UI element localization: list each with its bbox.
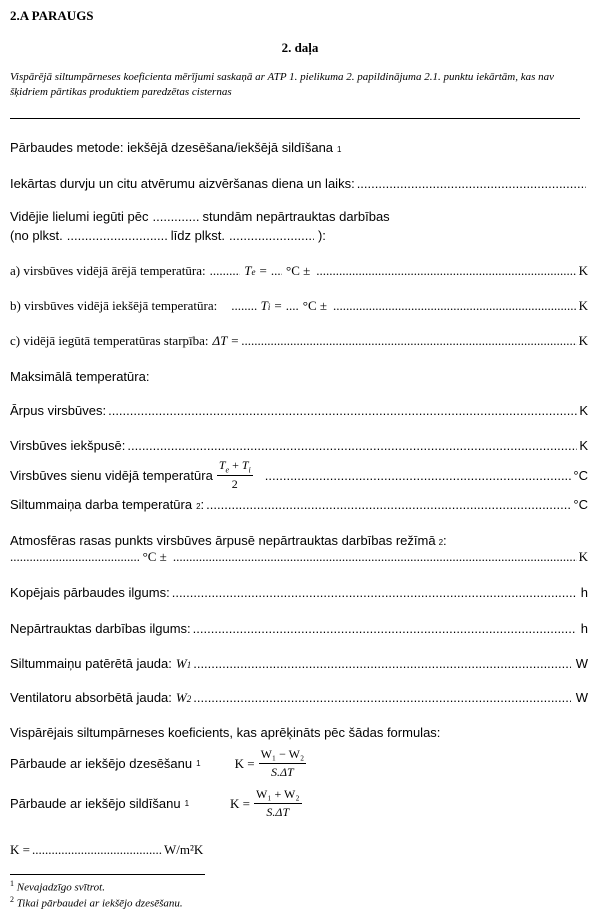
ti-celsius-pm: °C ± — [302, 298, 328, 313]
outside-max-field[interactable] — [108, 403, 577, 418]
te-tolerance-field[interactable] — [316, 263, 576, 279]
heat-power-field[interactable] — [193, 656, 571, 671]
exchanger-temp-line — [10, 497, 588, 512]
fan-power-line — [10, 690, 588, 706]
heating-footnote-ref: 1 — [184, 799, 190, 808]
heat-power-unit: W — [575, 656, 588, 671]
dewpoint-colon: : — [443, 533, 447, 548]
dewpoint-line — [10, 533, 588, 548]
method-label: Pārbaudes metode: iekšējā dzesēšana/iekšējā sildīšana — [10, 140, 334, 155]
dewpoint-label: Atmosfēras rasas punkts virsbūves ārpusē nepārtrauktas darbības režīmā — [10, 533, 436, 548]
footnote-2-text: Tikai pārbaudei ar iekšējo dzesēšanu. — [16, 897, 183, 910]
temp-diff-field[interactable] — [241, 333, 576, 349]
outside-max-unit: K — [579, 403, 588, 418]
exchanger-footnote-ref: 2 — [196, 502, 201, 511]
result-label: K = — [10, 842, 30, 857]
continuous-duration-unit: h — [580, 621, 588, 636]
total-duration-label: Kopējais pārbaudes ilgums: — [10, 585, 170, 600]
cooling-formula — [259, 747, 307, 780]
dewpoint-values-line — [10, 549, 588, 565]
wall-temp-label: Virsbūves sienu vidējā temperatūra — [10, 467, 213, 483]
from-time-field[interactable] — [67, 228, 167, 243]
heating-denominator: S.ΔT — [266, 805, 290, 819]
inside-max-field[interactable] — [127, 438, 577, 453]
wall-temp-unit: °C — [573, 467, 588, 483]
total-duration-field[interactable] — [172, 585, 576, 600]
w1-symbol: W — [175, 656, 187, 671]
dewpoint-celsius-pm: °C ± — [142, 549, 167, 564]
to-time-field[interactable] — [229, 228, 314, 243]
cooling-formula-line — [10, 747, 588, 780]
coefficient-intro: Vispārējais siltumpārneses koeficients, kas aprēķināts pēc šādas formulas: — [10, 725, 441, 740]
heating-formula — [254, 787, 302, 820]
cooling-footnote-ref: 1 — [196, 759, 201, 768]
continuous-duration-line — [10, 621, 588, 636]
delta-t-symbol: ΔT = — [212, 333, 240, 348]
ti-value-field[interactable] — [286, 298, 299, 314]
inside-max-line — [10, 438, 588, 453]
continuous-duration-field[interactable] — [193, 621, 576, 636]
cooling-label: Pārbaude ar iekšējo dzesēšanu — [10, 756, 193, 771]
result-unit: W/m²K — [163, 842, 204, 857]
inner-temp-label: b) virsbūves vidējā iekšējā temperatūra: — [10, 298, 218, 313]
exchanger-temp-unit: °C — [573, 497, 588, 512]
continuous-duration-label: Nepārtrauktas darbības ilgums: — [10, 621, 191, 636]
footnote-2 — [10, 895, 183, 910]
wall-temp-line — [10, 458, 588, 492]
cooling-numerator: W₁ − W₂ — [259, 747, 307, 764]
w2-subscript: 2 — [186, 694, 192, 704]
temp-diff-label: c) vidējā iegūtā temperatūras starpība: — [10, 333, 209, 348]
w1-subscript: 1 — [186, 660, 192, 670]
wall-temp-field[interactable] — [265, 468, 572, 483]
outside-max-label: Ārpus virsbūves: — [10, 403, 107, 418]
inner-temp-field[interactable] — [231, 298, 256, 314]
inside-max-unit: K — [579, 438, 588, 453]
outer-temp-field[interactable] — [210, 263, 241, 279]
closing-label: Iekārtas durvju un citu atvērumu aizvēršanas diena un laiks: — [10, 176, 355, 191]
to-label: līdz plkst. — [170, 228, 225, 243]
dewpoint-unit: K — [578, 549, 588, 564]
heating-label: Pārbaude ar iekšējo sildīšanu — [10, 796, 181, 811]
te-value-field[interactable] — [271, 263, 282, 279]
from-label: (no plkst. — [10, 228, 63, 243]
te-subscript: e — [251, 267, 256, 277]
exchanger-temp-field[interactable] — [206, 497, 571, 512]
outer-temp-label: a) virsbūves vidējā ārējā temperatūra: — [10, 263, 206, 278]
outer-temp-line — [10, 263, 588, 279]
ti-symbol: T — [260, 298, 268, 313]
range-close: ): — [317, 228, 326, 243]
fan-power-field[interactable] — [193, 690, 570, 705]
wall-temp-denominator: 2 — [231, 477, 238, 492]
te-equals: = — [259, 263, 267, 278]
footnote-rule — [10, 874, 205, 875]
ti-subscript: i — [267, 302, 271, 312]
dewpoint-tolerance-field[interactable] — [173, 549, 577, 565]
result-line — [10, 842, 588, 858]
heating-k-equals: K = — [230, 795, 250, 811]
footnote-1 — [10, 879, 105, 894]
header-rule — [10, 118, 580, 119]
exchanger-temp-label: Siltummaiņa darba temperatūra — [10, 497, 193, 512]
wall-temp-formula — [217, 458, 253, 492]
ti-tolerance-field[interactable] — [333, 298, 577, 314]
cooling-denominator: S.ΔT — [270, 765, 294, 779]
averages-label: Vidējie lielumi iegūti pēc — [10, 209, 149, 224]
footnote-1-text: Nevajadzīgo svītrot. — [16, 881, 105, 894]
method-footnote-ref: 1 — [337, 145, 342, 154]
inside-max-label: Virsbūves iekšpusē: — [10, 438, 126, 453]
ti-equals: = — [274, 298, 282, 313]
form-subtitle: Vispārējā siltumpārneses koeficienta mērījumi saskaņā ar ATP 1. pielikuma 2. papildinājuma 2.1. punktu iekārtām, kas nav šķidriem pārtikas produktiem paredzētas cisternas — [10, 71, 555, 98]
inner-temp-line — [10, 298, 588, 314]
cooling-k-equals: K = — [234, 755, 255, 771]
averages-line — [10, 209, 588, 224]
fan-power-unit: W — [575, 690, 588, 705]
footnote-2-number: 2 — [10, 895, 14, 904]
total-duration-unit: h — [580, 585, 588, 600]
heating-numerator: W₁ + W₂ — [254, 787, 302, 804]
exchanger-colon: : — [200, 497, 205, 512]
w2-symbol: W — [175, 690, 187, 705]
coefficient-intro-line — [10, 725, 588, 740]
closing-field[interactable] — [357, 176, 586, 191]
closing-line — [10, 176, 588, 191]
result-field[interactable] — [32, 842, 162, 858]
outside-max-line — [10, 403, 588, 418]
temp-diff-unit: K — [578, 333, 588, 348]
te-symbol: T — [244, 263, 252, 278]
ti-unit-k: K — [578, 298, 588, 313]
part-heading: 2. daļa — [281, 40, 319, 55]
te-unit-k: K — [578, 263, 588, 278]
dewpoint-value-field[interactable] — [10, 549, 139, 565]
hours-field[interactable] — [153, 209, 199, 224]
total-duration-line — [10, 585, 588, 600]
max-temp-title: Maksimālā temperatūra: — [10, 369, 150, 384]
heat-power-line — [10, 656, 588, 672]
heat-power-label: Siltummaiņu patērētā jauda: — [10, 656, 172, 671]
wall-temp-numerator: $T_e + T_i$ — [218, 458, 251, 475]
heating-formula-line — [10, 787, 588, 820]
temp-diff-line — [10, 333, 588, 349]
max-temp-title-line — [10, 369, 588, 384]
averages-hours-label: stundām nepārtrauktas darbības — [202, 209, 390, 224]
footnote-1-number: 1 — [10, 879, 14, 888]
method-line — [10, 140, 588, 155]
dewpoint-footnote-ref: 2 — [438, 538, 444, 547]
averages-range-line — [10, 228, 588, 243]
annex-heading: 2.A PARAUGS — [10, 8, 94, 23]
te-celsius-pm: °C ± — [286, 263, 311, 278]
fan-power-label: Ventilatoru absorbētā jauda: — [10, 690, 172, 705]
